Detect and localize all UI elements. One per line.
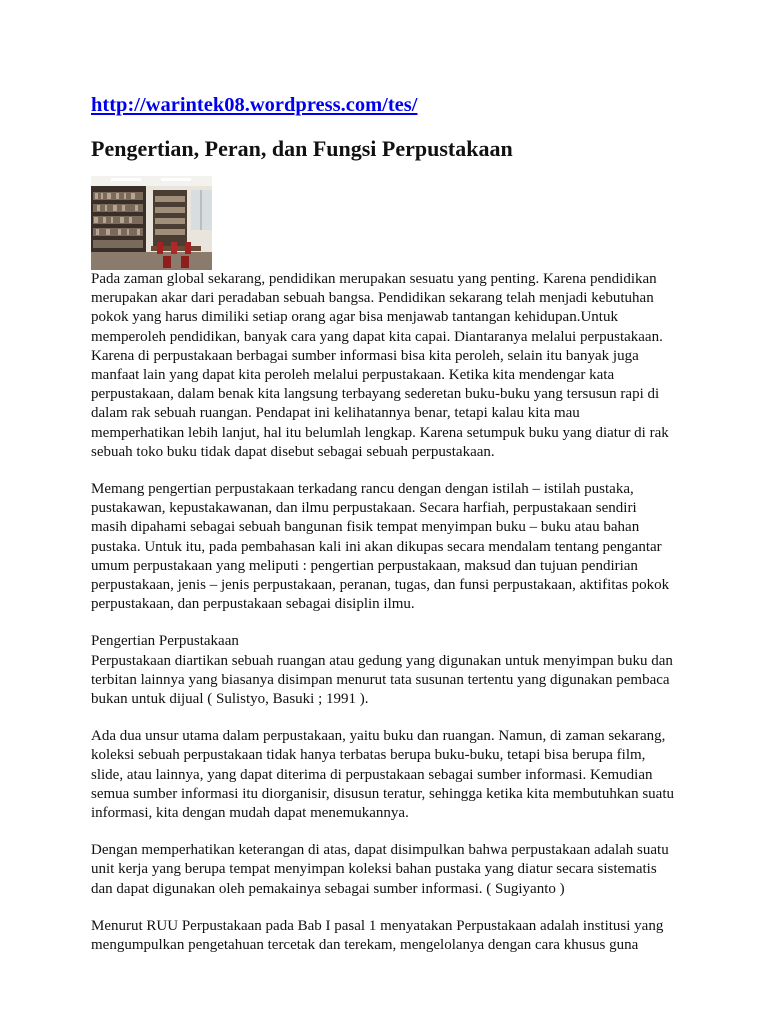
source-url-link[interactable]: http://warintek08.wordpress.com/tes/ — [91, 94, 418, 116]
page-title: Pengertian, Peran, dan Fungsi Perpustakaan — [91, 136, 513, 161]
paragraph-ruu: Menurut RUU Perpustakaan pada Bab I pasal 1 menyatakan Perpustakaan adalah institusi yang mengumpulkan pengetahuan tercetak dan terekam, mengelolanya dengan cara khusus guna — [91, 917, 664, 954]
section-subheading: Pengertian Perpustakaan — [91, 633, 239, 650]
paragraph-conclusion: Dengan memperhatikan keterangan di atas, dapat disimpulkan bahwa perpustakaan adalah suatu unit kerja yang berupa tempat menyimpan koleksi bahan pustaka yang diatur secara sistematis dan dapat digunakan oleh pemakainya sebagai sumber informasi. ( Sugiyanto ) — [91, 842, 669, 897]
paragraph-definition-confusion: Memang pengertian perpustakaan terkadang rancu dengan dengan istilah – istilah pustaka, pustakawan, kepustakawanan, dan ilmu perpustakaan. Secara harfiah, perpustakaan sendiri masih dipahami sebagai sebuah bangunan fisik tempat menyimpan buku – buku atau bahan pustaka. Untuk itu, pada pembahasan kali ini akan dikupas secara mendalam tentang pengantar umum perpustakaan yang meliputi : pengertian perpustakaan, maksud dan tujuan pendirian perpustakaan, jenis – jenis perpustakaan, peranan, tugas, dan funsi perpustakaan, aktifitas pokok perpustakaan, dan perpustakaan sebagai disiplin ilmu. — [91, 481, 670, 613]
library-bookshelves-photo — [91, 176, 212, 270]
paragraph-main-elements: Ada dua unsur utama dalam perpustakaan, yaitu buku dan ruangan. Namun, di zaman sekarang, koleksi sebuah perpustakaan tidak hanya terbatas berupa buku-buku, tetapi bisa berupa film, slide, atau lainnya, yang dapat diterima di perpustakaan sebagai sumber informasi. Kemudian semua sumber informasi itu diorganisir, disusun teratur, sehingga ketika kita membutuhkan suatu informasi, kita dengan mudah dapat menemukannya. — [91, 728, 674, 822]
paragraph-intro: Pada zaman global sekarang, pendidikan merupakan sesuatu yang penting. Karena pendidikan merupakan akar dari peradaban sebuah bangsa. Pendidikan sekarang telah menjadi kebutuhan pokok yang harus dimiliki setiap orang agar bisa menjawab tantangan kehidupan.Untuk memperoleh pendidikan, banyak cara yang dapat kita capai. Diantaranya melalui perpustakaan. Karena di perpustakaan berbagai sumber informasi bisa kita peroleh, selain itu banyak juga manfaat lain yang dapat kita peroleh melalui perpustakaan. Ketika kita mendengar kata perpustakaan, dalam benak kita langsung terbayang sederetan buku-buku yang tersusun rapi di dalam rak sebuah ruangan. Pendapat ini kelihatannya benar, tetapi kalau kita mau memperhatikan lebih lanjut, hal itu belumlah lengkap. Karena setumpuk buku yang diatur di rak sebuah toko buku tidak dapat disebut sebagai sebuah perpustakaan. — [91, 271, 669, 460]
document-content — [91, 92, 691, 955]
paragraph-definition: Perpustakaan diartikan sebuah ruangan atau gedung yang digunakan untuk menyimpan buku dan terbitan lainnya yang biasanya disimpan menurut tata susunan tertentu yang digunakan pembaca bukan untuk dijual ( Sulistyo, Basuki ; 1991 ). — [91, 652, 673, 708]
